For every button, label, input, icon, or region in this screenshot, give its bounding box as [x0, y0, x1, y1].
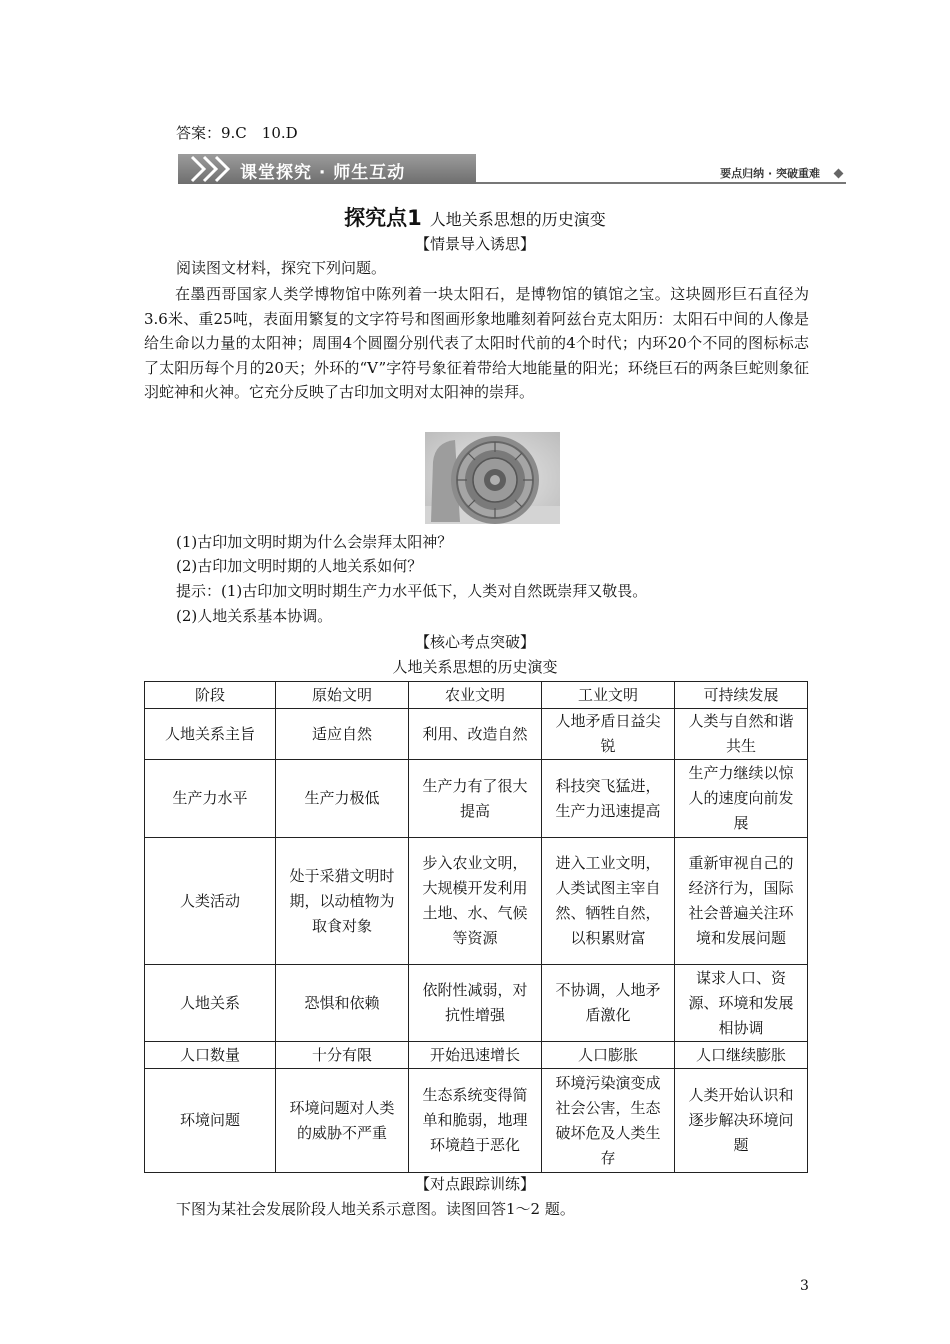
- table-cell: 进入工业文明，人类试图主宰自然、牺牲自然，以积累财富: [542, 838, 675, 965]
- table-cell: 不协调，人地矛盾激化: [542, 965, 675, 1042]
- banner-title: 课堂探究 · 师生互动: [240, 163, 406, 183]
- exercise-intro: 下图为某社会发展阶段人地关系示意图。读图回答1～2 题。: [176, 1200, 575, 1218]
- table-cell: 适应自然: [276, 709, 409, 760]
- point-label: 探究点1: [344, 206, 422, 230]
- hint-1: 提示：(1)古印加文明时期生产力水平低下，人类对自然既崇拜又敬畏。: [176, 582, 648, 600]
- table-cell: 处于采猎文明时期，以动植物为取食对象: [276, 838, 409, 965]
- table-cell: 生产力继续以惊人的速度向前发展: [675, 760, 808, 838]
- section-heading-scenario: 【情景导入诱思】: [414, 235, 535, 253]
- table-cell: 步入农业文明，大规模开发利用土地、水、气候等资源: [409, 838, 542, 965]
- table-header-cell: 可持续发展: [675, 682, 808, 709]
- table-cell: 环境污染演变成社会公害，生态破坏危及人类生存: [542, 1069, 675, 1173]
- table-header-cell: 阶段: [145, 682, 276, 709]
- table-cell: 生产力水平: [145, 760, 276, 838]
- table-cell: 人地矛盾日益尖锐: [542, 709, 675, 760]
- table-cell: 依附性减弱，对抗性增强: [409, 965, 542, 1042]
- evolution-table: [144, 681, 808, 1173]
- banner-underline: [476, 182, 846, 184]
- diamond-icon: [834, 169, 844, 179]
- table-header-cell: 农业文明: [409, 682, 542, 709]
- table-cell: 环境问题: [145, 1069, 276, 1173]
- table-header-row: [145, 682, 808, 709]
- hint-2: (2)人地关系基本协调。: [176, 607, 333, 625]
- table-cell: 人类开始认识和逐步解决环境问题: [675, 1069, 808, 1173]
- table-caption: 人地关系思想的历史演变: [392, 658, 558, 676]
- table-cell: 人类与自然和谐共生: [675, 709, 808, 760]
- page-number: 3: [800, 1278, 809, 1294]
- section-heading-practice: 【对点跟踪训练】: [414, 1175, 535, 1193]
- table-row: [145, 760, 808, 838]
- table-cell: 生产力极低: [276, 760, 409, 838]
- table-cell: 恐惧和依赖: [276, 965, 409, 1042]
- table-row: [145, 709, 808, 760]
- section-heading-core: 【核心考点突破】: [414, 633, 535, 651]
- table-cell: 十分有限: [276, 1042, 409, 1069]
- table-cell: 人地关系主旨: [145, 709, 276, 760]
- section-banner: [178, 152, 846, 186]
- banner-right-label: 要点归纳 · 突破重难: [720, 167, 820, 180]
- table-row: [145, 838, 808, 965]
- answer-line: 答案：9.C 10.D: [176, 124, 298, 142]
- table-cell: 科技突飞猛进，生产力迅速提高: [542, 760, 675, 838]
- intro-line: 阅读图文材料，探究下列问题。: [176, 259, 387, 277]
- table-row: [145, 1042, 808, 1069]
- table-row: [145, 965, 808, 1042]
- point-heading: [0, 202, 950, 232]
- question-2: (2)古印加文明时期的人地关系如何？: [176, 557, 423, 575]
- table-cell: 开始迅速增长: [409, 1042, 542, 1069]
- table-cell: 重新审视自己的经济行为，国际社会普遍关注环境和发展问题: [675, 838, 808, 965]
- table-cell: 人地关系: [145, 965, 276, 1042]
- question-1: (1)古印加文明时期为什么会崇拜太阳神？: [176, 533, 453, 551]
- table-row: [145, 1069, 808, 1173]
- table-cell: 人类活动: [145, 838, 276, 965]
- sun-stone-photo: [425, 432, 560, 524]
- material-paragraph: 在墨西哥国家人类学博物馆中陈列着一块太阳石，是博物馆的镇馆之宝。这块圆形巨石直径为3.6米、重25吨，表面用繁复的文字符号和图画形象地雕刻着阿兹台克太阳历：太阳石中间的人像是给生命以力量的太阳神；周围4个圆圈分别代表了太阳时代前的4个时代；内环20个不同的图标标志了太阳历每个月的20天；外环的“V”字符号象征着带给大地能量的阳光；环绕巨石的两条巨蛇则象征羽蛇神和火神。它充分反映了古印加文明对太阳神的崇拜。: [144, 285, 809, 402]
- table-cell: 谋求人口、资源、环境和发展相协调: [675, 965, 808, 1042]
- point-title: 人地关系思想的历史演变: [429, 210, 606, 229]
- table-header-cell: 工业文明: [542, 682, 675, 709]
- chevron-arrows-icon: [188, 154, 236, 184]
- table-header-cell: 原始文明: [276, 682, 409, 709]
- table-cell: 人口继续膨胀: [675, 1042, 808, 1069]
- table-cell: 环境问题对人类的威胁不严重: [276, 1069, 409, 1173]
- table-cell: 利用、改造自然: [409, 709, 542, 760]
- table-cell: 人口膨胀: [542, 1042, 675, 1069]
- table-cell: 人口数量: [145, 1042, 276, 1069]
- table-cell: 生产力有了很大提高: [409, 760, 542, 838]
- table-cell: 生态系统变得简单和脆弱，地理环境趋于恶化: [409, 1069, 542, 1173]
